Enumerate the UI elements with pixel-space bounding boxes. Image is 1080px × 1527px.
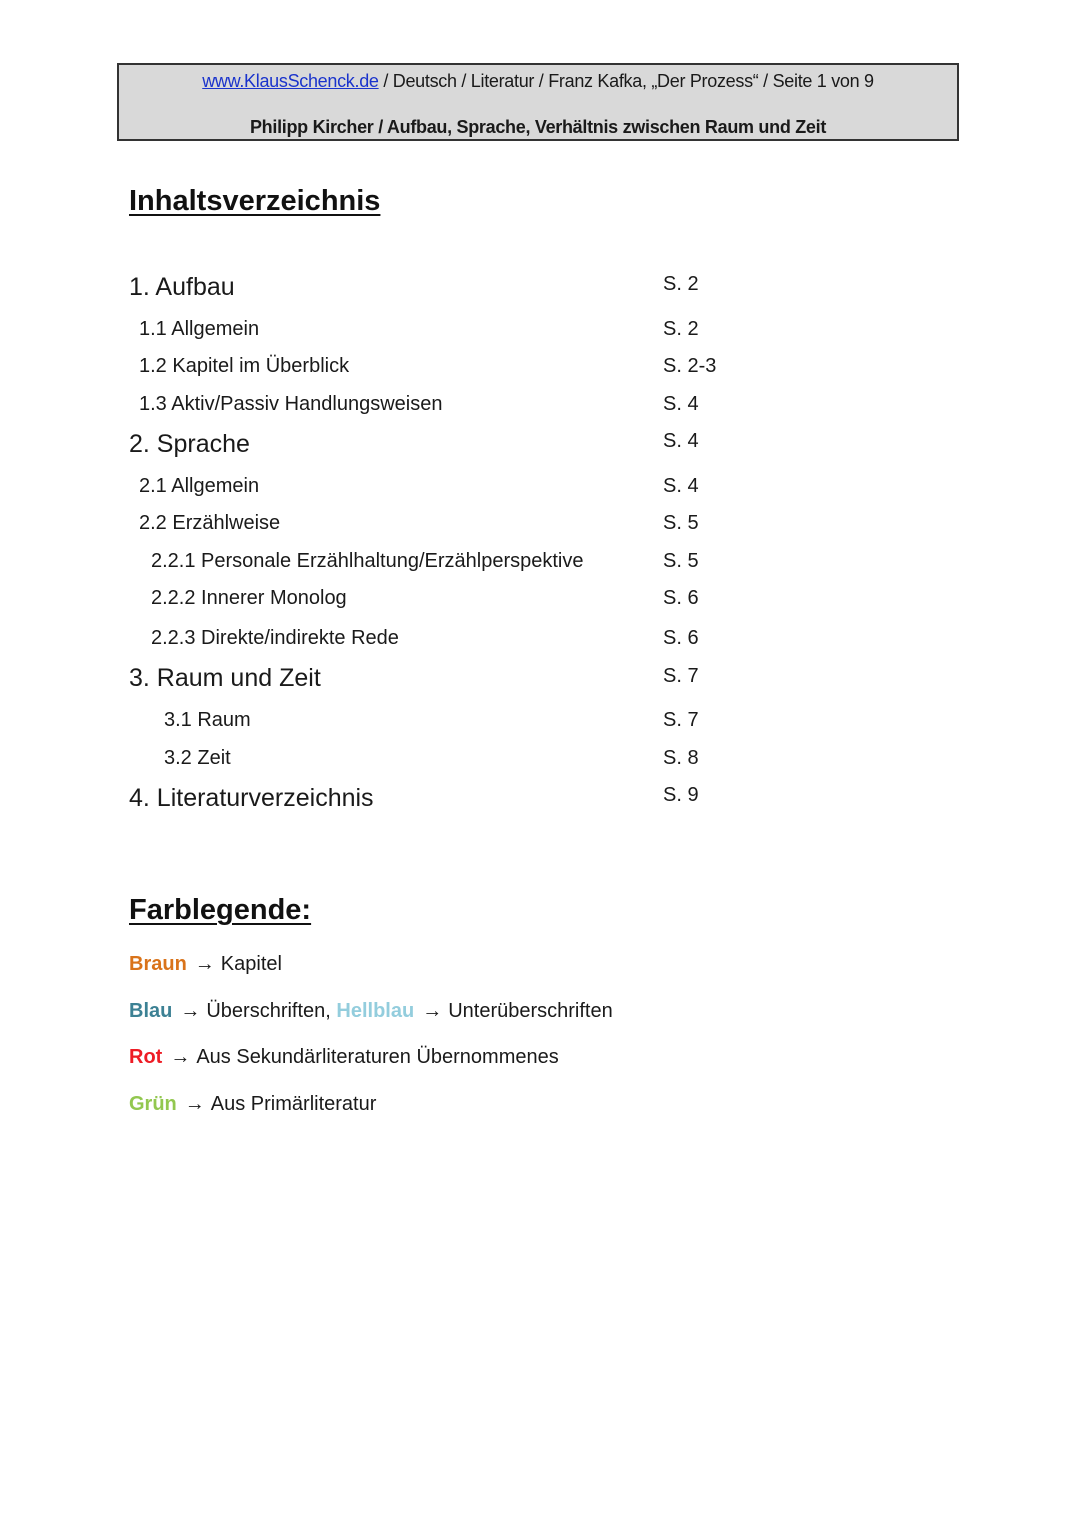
legend-text: Aus Sekundärliteraturen Übernommenes bbox=[196, 1046, 559, 1068]
toc-entry-title: 2.2.2 Innerer Monolog bbox=[151, 587, 347, 609]
toc-entry-page: S. 6 bbox=[663, 627, 699, 649]
toc-heading: Inhaltsverzeichnis bbox=[129, 185, 381, 217]
toc-entry-title: 3.1 Raum bbox=[164, 709, 251, 731]
toc-entry-title: 3.2 Zeit bbox=[164, 747, 231, 769]
toc-entry-page: S. 5 bbox=[663, 512, 699, 534]
legend-text: Unterüberschriften bbox=[448, 1000, 613, 1022]
toc-entry-page: S. 7 bbox=[663, 665, 699, 687]
toc-entry-page: S. 4 bbox=[663, 475, 699, 497]
legend-row bbox=[129, 1093, 376, 1116]
toc-entry-title: 3. Raum und Zeit bbox=[129, 664, 321, 692]
toc-entry-page: S. 4 bbox=[663, 393, 699, 415]
legend-text: Kapitel bbox=[220, 953, 282, 975]
toc-entry-title: 1.1 Allgemein bbox=[139, 318, 260, 340]
legend-row bbox=[129, 953, 282, 976]
legend-row bbox=[129, 1046, 559, 1069]
legend-key-red: Rot bbox=[129, 1046, 163, 1068]
toc-entry-page: S. 2 bbox=[663, 318, 699, 340]
toc-entry-title: 1. Aufbau bbox=[129, 273, 235, 301]
toc-entry-title: 2.1 Allgemein bbox=[139, 475, 260, 497]
toc-entry-title: 1.2 Kapitel im Überblick bbox=[139, 355, 350, 377]
legend-key-brown: Braun bbox=[129, 953, 187, 975]
legend-row bbox=[129, 1000, 613, 1023]
arrow-right-icon: → bbox=[170, 1046, 191, 1068]
toc-entry-title: 1.3 Aktiv/Passiv Handlungsweisen bbox=[139, 393, 443, 415]
arrow-right-icon: → bbox=[184, 1093, 205, 1115]
toc-entry-title: 4. Literaturverzeichnis bbox=[129, 784, 374, 812]
toc-entry-title: 2.2.1 Personale Erzählhaltung/Erzählperspektive bbox=[151, 550, 584, 572]
legend-text: Aus Primärliteratur bbox=[210, 1093, 377, 1115]
toc-entry-title: 2.2 Erzählweise bbox=[139, 512, 281, 534]
legend-key-light-blue: Hellblau bbox=[336, 1000, 415, 1022]
toc-entry-page: S. 4 bbox=[663, 430, 699, 452]
toc-entry-page: S. 2 bbox=[663, 273, 699, 295]
legend-key-blue: Blau bbox=[129, 1000, 173, 1022]
arrow-right-icon: → bbox=[422, 1000, 443, 1022]
toc-entry-page: S. 7 bbox=[663, 709, 699, 731]
legend-heading: Farblegende: bbox=[129, 894, 312, 926]
header-course-info: / Deutsch / Literatur / Franz Kafka, „Der Prozess“ / Seite 1 von 9 bbox=[378, 71, 874, 91]
toc-entry-page: S. 6 bbox=[663, 587, 699, 609]
toc-entry-page: S. 2-3 bbox=[663, 355, 717, 377]
toc-entry-title: 2. Sprache bbox=[129, 430, 250, 458]
toc-entry-title: 2.2.3 Direkte/indirekte Rede bbox=[151, 627, 399, 649]
toc-entry-page: S. 8 bbox=[663, 747, 699, 769]
document-header bbox=[117, 63, 959, 141]
legend-key-green: Grün bbox=[129, 1093, 177, 1115]
header-author-topic: Philipp Kircher / Aufbau, Sprache, Verhältnis zwischen Raum und Zeit bbox=[249, 117, 827, 137]
toc-entry-page: S. 5 bbox=[663, 550, 699, 572]
toc-entry-page: S. 9 bbox=[663, 784, 699, 806]
arrow-right-icon: → bbox=[194, 953, 215, 975]
header-line-1 bbox=[119, 71, 957, 92]
website-link[interactable]: www.KlausSchenck.de bbox=[202, 71, 379, 91]
legend-text: Überschriften, bbox=[206, 1000, 331, 1022]
arrow-right-icon: → bbox=[180, 1000, 201, 1022]
